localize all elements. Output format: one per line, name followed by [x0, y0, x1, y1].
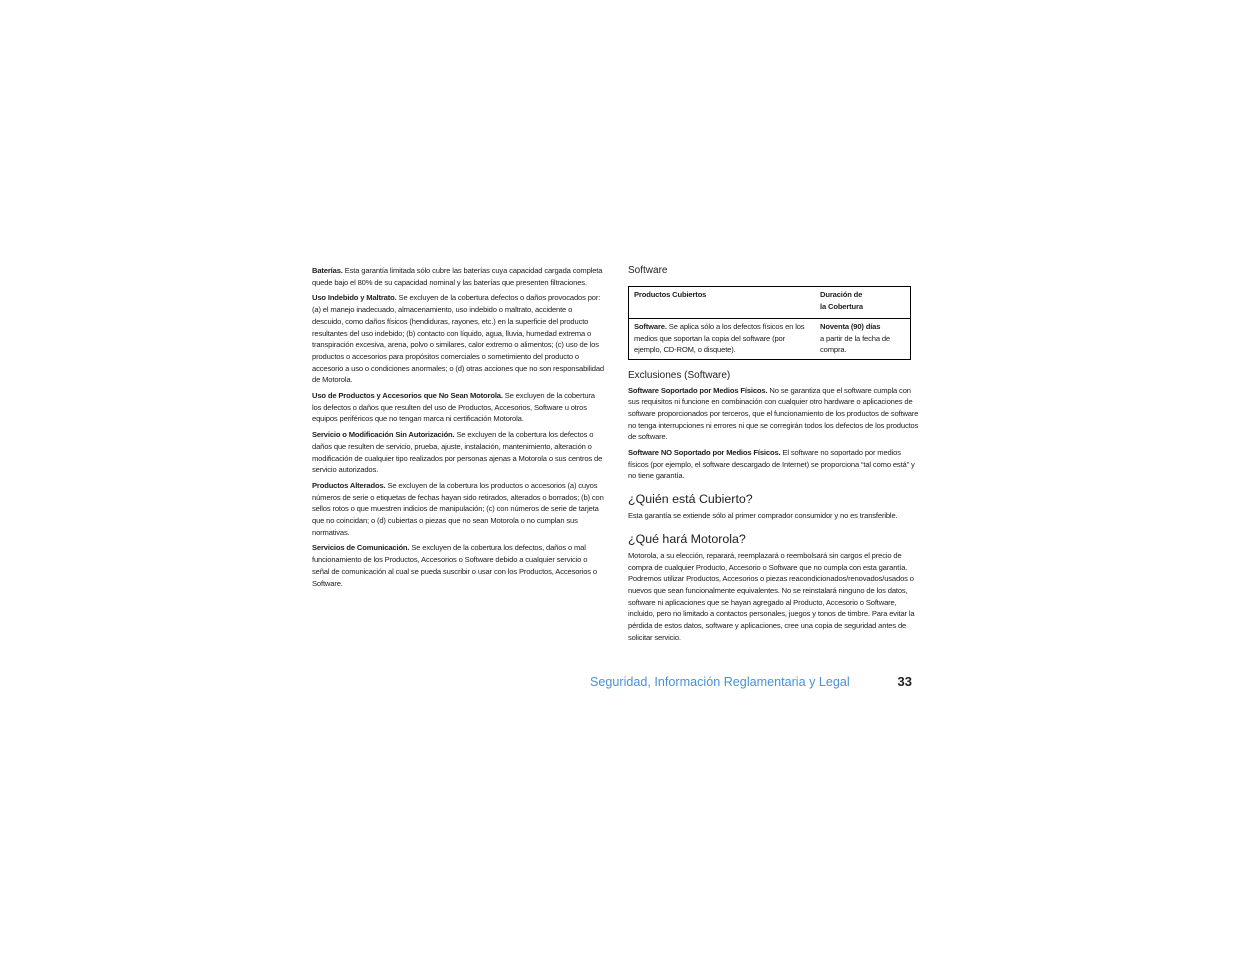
header-products-covered: Productos Cubiertos [629, 287, 816, 319]
page-footer [590, 674, 912, 692]
warranty-paragraph-communication [312, 542, 605, 589]
paragraph-title: Servicios de Comunicación. [312, 543, 410, 553]
header-line: Duración de [820, 290, 863, 299]
cell-software-product [629, 319, 816, 360]
header-coverage-duration [815, 287, 911, 319]
paragraph-title: Software NO Soportado por Medios Físicos. [628, 448, 781, 458]
cell-body: a partir de la fecha de compra. [820, 333, 891, 354]
paragraph-title: Uso Indebido y Maltrato. [312, 293, 397, 303]
warranty-paragraph-non-motorola [312, 390, 605, 425]
cell-title: Noventa (90) días [820, 322, 881, 331]
paragraph-body: Se excluyen de la cobertura defectos o daños provocados por: (a) el manejo inadecuado, almacenamiento, uso indebido o maltrato, accidente o descuido, como daños físicos (hendiduras, rayones, etc.) en la superficie del producto resultantes del uso indebido; (b) contacto con líquido, agua, lluvia, humedad extrema o transpiración excesiva, arena, polvo o similares, calor extremo o alimentos; (c) uso de los productos o accesorios para propósitos comerciales o sometimiento del producto o accesorio a uso o condiciones anormales; o (d) otras acciones que no son responsabilidad de Motorola. [312, 293, 604, 385]
paragraph-body: No se garantiza que el software cumpla con sus requisitos ni funcione en combinación con cualquier otro hardware o aplicaciones de software proporcionados por terceros, que el funcionamiento de los productos de software no tenga interrupciones ni errores ni que se corregirán todos los defectos de los productos de software. [628, 385, 919, 442]
paragraph-body: Se excluyen de la cobertura los defectos o daños que resulten de servicio, prueba, ajuste, instalación, mantenimiento, alteración o modificación de cualquier tipo realizados por personas ajenas a Motorola o sus centros de servicio autorizados. [312, 430, 603, 475]
warranty-paragraph-unauthorized-service [312, 429, 605, 476]
software-label: Software [628, 265, 668, 276]
footer-section-title: Seguridad, Información Reglamentaria y Legal [590, 675, 850, 689]
coverage-table [628, 286, 911, 360]
right-column [628, 265, 920, 647]
what-will-motorola-do-body: Motorola, a su elección, reparará, reemplazará o reembolsará sin cargos el precio de compra de cualquier Producto, Accesorio o Software que no cumpla con esta garantía. Podremos utilizar Productos, Accesorios o piezas reacondicionados/renovados/usados o nuevos que sean funcionalmente equivalentes. No se reinstalará ninguno de los datos, software ni aplicaciones que se hayan agregado al Producto, Accesorio o Software, incluido, pero no limitado a contactos personales, juegos y tonos de timbre. Para evitar la pérdida de estos datos, software y aplicaciones, cree una copia de seguridad antes de solicitar servicio. [628, 550, 915, 642]
page-number: 33 [897, 674, 912, 689]
what-will-motorola-do-heading: ¿Qué hará Motorola? [628, 531, 746, 546]
table-header-row [629, 287, 911, 319]
paragraph-body: El software no soportado por medios físicos (por ejemplo, el software descargado de Internet) se proporciona “tal como está” y no tiene garantía. [628, 448, 915, 481]
exclusion-no-physical-media [628, 447, 920, 482]
cell-software-duration [815, 319, 911, 360]
paragraph-title: Software Soportado por Medios Físicos. [628, 385, 768, 395]
paragraph-body: Se excluyen de la cobertura los productos o accesorios (a) cuyos números de serie o etiquetas de fechas hayan sido retirados, alterados o borrados; (b) con sellos rotos o que muestren indicios de manipulación; (c) con números de serie de tarjeta que no coincidan; o (d) cubiertas o piezas que no sean Motorola o no cumplan sus normativas. [312, 480, 604, 537]
paragraph-body: Se excluyen de la cobertura los defectos, daños o mal funcionamiento de los Productos, Accesorios o Software debido a cualquier servicio o señal de comunicación al cual se pueda suscribir o usar con los Productos, Accesorios o Software. [312, 543, 597, 588]
paragraph-body: Esta garantía limitada sólo cubre las baterías cuya capacidad cargada completa quede bajo el 80% de su capacidad nominal y las baterías que presenten filtraciones. [312, 266, 603, 287]
cell-title: Software. [634, 322, 667, 331]
paragraph-title: Productos Alterados. [312, 480, 386, 490]
exclusions-label: Exclusiones (Software) [628, 369, 731, 381]
cell-body: Se aplica sólo a los defectos físicos en los medios que soportan la copia del software (por ejemplo, CD-ROM, o disquete). [634, 322, 805, 354]
paragraph-title: Baterías. [312, 266, 343, 275]
paragraph-title: Uso de Productos y Accesorios que No Sean Motorola. [312, 391, 503, 401]
warranty-paragraph-batteries [312, 265, 605, 288]
warranty-paragraph-misuse [312, 292, 605, 386]
table-row [629, 319, 911, 360]
left-column [312, 265, 605, 593]
paragraph-body: Se excluyen de la cobertura los defectos o daños que resulten del uso de Productos, Accesorios, Software u otros equipos periféricos que no tengan marca ni certificación Motorola. [312, 391, 595, 424]
exclusion-physical-media [628, 385, 920, 444]
paragraph-title: Servicio o Modificación Sin Autorización. [312, 430, 455, 440]
header-line: la Cobertura [820, 301, 863, 311]
who-is-covered-heading: ¿Quién está Cubierto? [628, 492, 753, 507]
warranty-paragraph-altered-products [312, 480, 605, 539]
who-is-covered-body: Esta garantía se extiende sólo al primer comprador consumidor y no es transferible. [628, 511, 898, 521]
